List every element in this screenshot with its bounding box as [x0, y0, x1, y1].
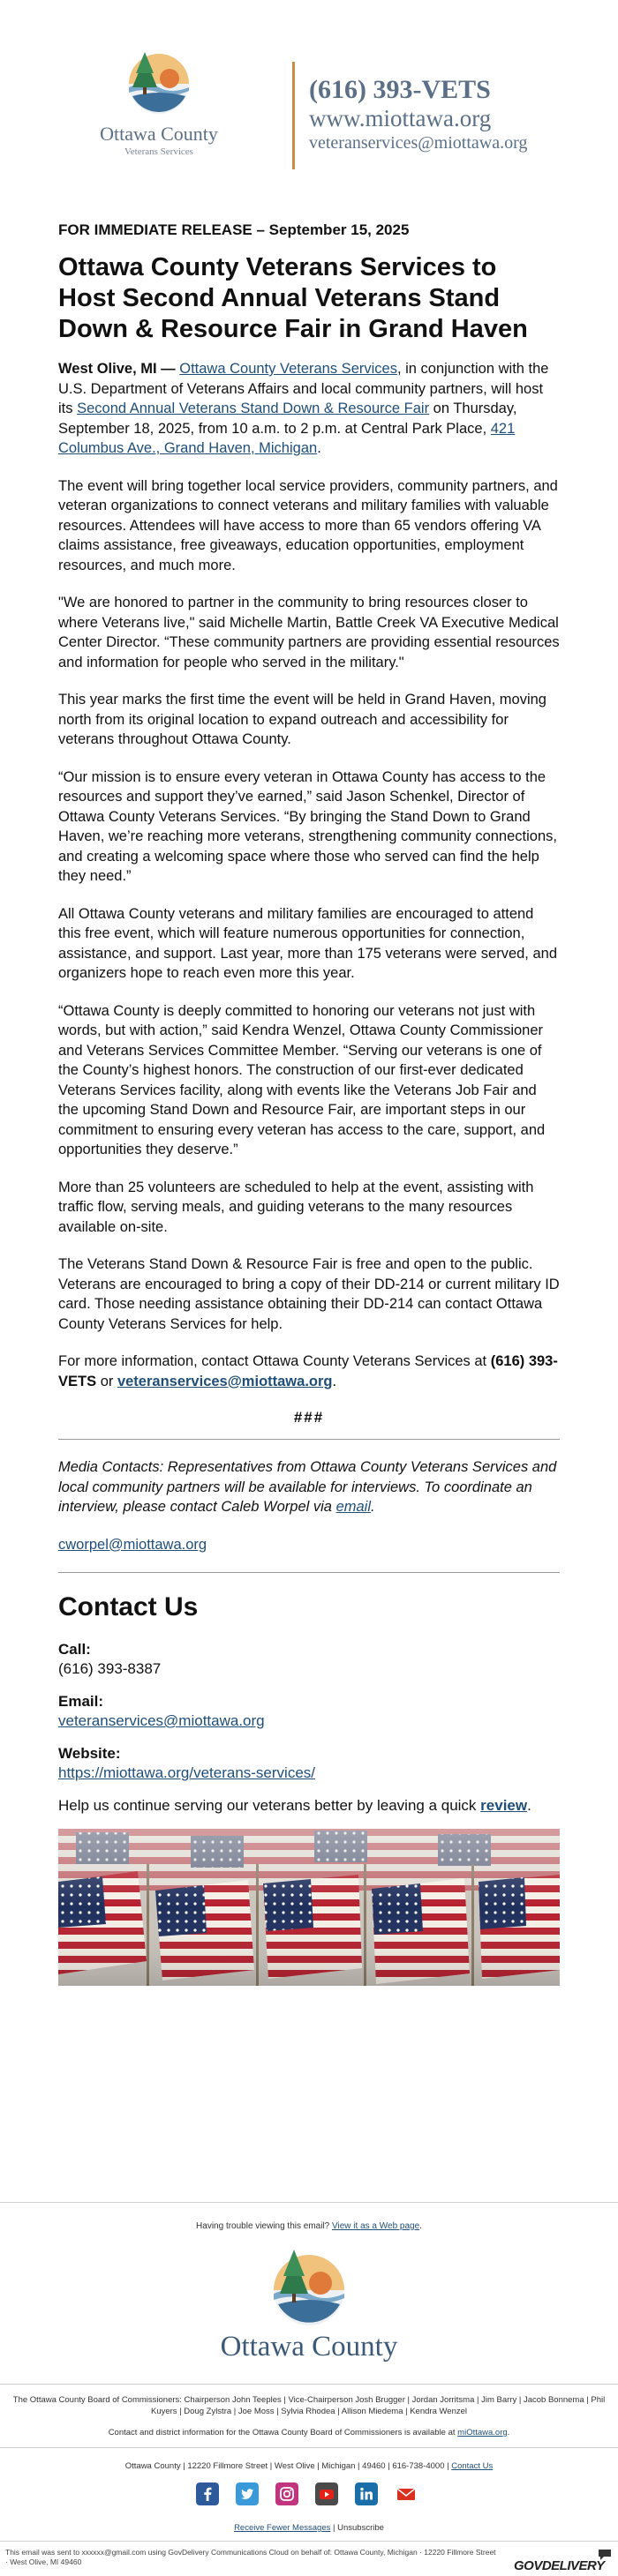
govdelivery-logo[interactable] — [514, 2550, 611, 2574]
logo-subtitle: Veterans Services — [124, 146, 193, 157]
linkedin-icon[interactable] — [355, 2482, 378, 2505]
paragraph-10 — [58, 1352, 560, 1391]
more-info-text-2: or — [96, 1373, 117, 1389]
more-info-phone: (616) 393-VETS — [58, 1353, 558, 1389]
youtube-icon[interactable] — [315, 2482, 338, 2505]
address-link[interactable]: 421 Columbus Ave., Grand Haven, Michigan — [58, 420, 516, 456]
facebook-icon[interactable] — [196, 2482, 219, 2505]
board-of-commissioners: The Ottawa County Board of Commissioners: Chairperson John Teeples | Vice-Chairperson Josh Brugger | Jordan Jorritsma | Jim Barry | Jacob Bonnema | Phil Kuyers | Doug Zylstra | Joe Moss | Sylvia Rhodea | Allison Miedema | Kendra Wenzel — [12, 2395, 606, 2416]
paragraph-2: The event will bring together local service providers, community partners, and veteran organizations to connect veterans and military families with valuable resources. Attendees will have access to more than 65 vendors offering VA claims assistance, free giveaways, education opportunities, employment resources, and much more. — [58, 477, 558, 573]
instagram-icon[interactable] — [275, 2482, 298, 2505]
veterans-services-link[interactable]: Ottawa County Veterans Services — [179, 361, 397, 377]
subscription-links — [0, 2523, 618, 2533]
review-link[interactable]: review — [480, 1797, 528, 1814]
contact-us-link[interactable]: Contact Us — [451, 2461, 494, 2471]
email-header — [0, 0, 618, 190]
logo-name: Ottawa County — [100, 123, 218, 145]
trouble-text: Having trouble viewing this email? — [196, 2221, 333, 2231]
trouble-end: . — [419, 2221, 422, 2231]
review-line — [58, 1796, 560, 1816]
review-end: . — [527, 1797, 531, 1814]
divider — [58, 1572, 560, 1573]
call-label: Call: — [58, 1641, 91, 1658]
feeds-separator: | — [330, 2523, 338, 2533]
website-label: Website: — [58, 1745, 121, 1762]
intro-text-3: . — [317, 440, 321, 456]
media-email-link[interactable]: email — [335, 1499, 372, 1515]
email-subscribe-icon[interactable] — [395, 2482, 418, 2505]
unsubscribe-link[interactable]: Unsubscribe — [337, 2523, 384, 2533]
trouble-viewing — [0, 2221, 618, 2231]
divider — [58, 1439, 560, 1440]
paragraph-4: This year marks the first time the event will be held in Grand Haven, moving north from its original location to expand outreach and accessibility for veterans throughout Ottawa County. — [58, 692, 546, 747]
media-text-1: Media Contacts: Representatives from Ottawa County Veterans Services and local community partners will be available for interviews. To coordinate an interview, please contact Caleb Worpel via — [58, 1459, 557, 1515]
footer-divider — [0, 2202, 618, 2203]
district-info — [0, 2428, 618, 2437]
header-contact — [309, 75, 600, 154]
address-text: Ottawa County | 12220 Fillmore Street | West Olive | Michigan | 49460 | 616-738-4000 | — [124, 2461, 452, 2471]
miottawa-link[interactable]: miOttawa.org — [457, 2428, 508, 2437]
twitter-icon[interactable] — [236, 2482, 259, 2505]
media-text-2: . — [371, 1499, 375, 1515]
headline: Ottawa County Veterans Services to Host Second Annual Veterans Stand Down & Resource Fair in Grand Haven — [58, 253, 528, 343]
flags-image — [58, 1829, 560, 1986]
footer-divider — [0, 2384, 618, 2385]
district-text: Contact and district information for the Ottawa County Board of Commissioners is available at — [108, 2428, 458, 2437]
paragraph-5: “Our mission is to ensure every veteran in Ottawa County has access to the resources and support they’ve earned,” said Jason Schenkel, Director of Ottawa County Veterans Services. “By bringing the Stand Down to Grand Haven, we’re reaching more veterans, strengthening community connections, and creating a welcoming space where those who served can find the help they need.” — [58, 768, 557, 884]
contact-title: Contact Us — [58, 1592, 199, 1621]
media-contacts — [58, 1457, 560, 1554]
social-icons — [196, 2482, 422, 2509]
press-release — [58, 221, 560, 1986]
stand-down-link[interactable]: Second Annual Veterans Stand Down & Resource Fair — [77, 401, 430, 416]
release-date-line: FOR IMMEDIATE RELEASE – September 15, 2025 — [58, 221, 410, 238]
footer-divider — [0, 2541, 618, 2542]
contact-email-link[interactable]: veteranservices@miottawa.org — [58, 1712, 265, 1729]
header-website[interactable]: www.miottawa.org — [309, 105, 492, 131]
email-label: Email: — [58, 1693, 104, 1710]
county-address — [0, 2461, 618, 2471]
govdelivery-text: GOVDELIVERY — [514, 2558, 605, 2573]
paragraph-6: All Ottawa County veterans and military families are encouraged to attend this free event, which will feature numerous opportunities for connection, assistance, and support. Last year, more than 175 veterans were served, and organizers hope to reach even more this year. — [58, 905, 557, 981]
logo-emblem-icon — [88, 49, 230, 123]
contact-website-link[interactable]: https://miottawa.org/veterans-services/ — [58, 1764, 316, 1781]
more-info-text-1: For more information, contact Ottawa County Veterans Services at — [58, 1353, 491, 1369]
paragraph-8: More than 25 volunteers are scheduled to help at the event, assisting with traffic flow, serving meals, and guiding veterans to the many resources available on-site. — [58, 1179, 534, 1235]
more-info-email-link[interactable]: veteranservices@miottawa.org — [117, 1373, 333, 1389]
more-info-text-3: . — [332, 1373, 337, 1389]
paragraph-7: “Ottawa County is deeply committed to honoring our veterans not just with words, but with action,” said Kendra Wenzel, Ottawa County Commissioner and Veterans Services Committee Member. “Serving our veterans is one of the County’s highest honors. The construction of our first-ever dedicated Veterans Services facility, along with events like the Veterans Job Fair and the upcoming Stand Down and Resource Fair, are important steps in our commitment to ensuring every veteran has access to the care, support, and opportunities they deserve.” — [58, 1002, 546, 1157]
district-end: . — [507, 2428, 510, 2437]
web-page-link[interactable]: View it as a Web page — [332, 2221, 420, 2231]
paragraph-3: "We are honored to partner in the community to bring resources closer to where Veterans live," said Michelle Martin, Battle Creek VA Executive Medical Center Director. “These community partners are providing essential resources and information for people who served in the military." — [58, 595, 560, 670]
paragraph-9: The Veterans Stand Down & Resource Fair is free and open to the public. Veterans are encouraged to bring a copy of their DD-214 or current military ID card. Those needing assistance obtaining their DD-214 can contact Ottawa County Veterans Services for help. — [58, 1256, 560, 1332]
header-phone[interactable]: (616) 393-VETS — [309, 75, 491, 104]
sent-to-notice: This email was sent to xxxxxx@gmail.com using GovDelivery Communications Cloud on behalf of: Ottawa County, Michigan · 12220 Fillmore Street · West Olive, MI 49460 — [5, 2548, 496, 2566]
end-mark: ### — [293, 1409, 325, 1426]
media-email-line — [58, 1535, 560, 1555]
ottawa-veterans-logo[interactable] — [88, 49, 230, 163]
dateline: West Olive, MI — — [58, 361, 176, 377]
call-value: (616) 393-8387 — [58, 1660, 162, 1677]
footer-divider — [0, 2447, 618, 2448]
header-email[interactable]: veteranservices@miottawa.org — [309, 133, 528, 153]
header-divider — [292, 62, 295, 169]
intro-text-1: , in conjunction with the U.S. Department of Veterans Affairs and local community partners, will host its — [58, 361, 549, 416]
intro-text-2: on Thursday, September 18, 2025, from 10 a.m. to 2 p.m. at Central Park Place, — [58, 401, 517, 437]
county-logo-icon — [207, 2244, 411, 2331]
review-text: Help us continue serving our veterans better by leaving a quick — [58, 1797, 481, 1814]
media-text — [58, 1457, 560, 1517]
media-email-address[interactable]: cworpel@miottawa.org — [58, 1536, 207, 1553]
paragraph-intro — [58, 359, 560, 459]
county-logo[interactable] — [207, 2244, 411, 2377]
receive-fewer-link[interactable]: Receive Fewer Messages — [234, 2523, 331, 2533]
county-name: Ottawa County — [220, 2331, 398, 2363]
